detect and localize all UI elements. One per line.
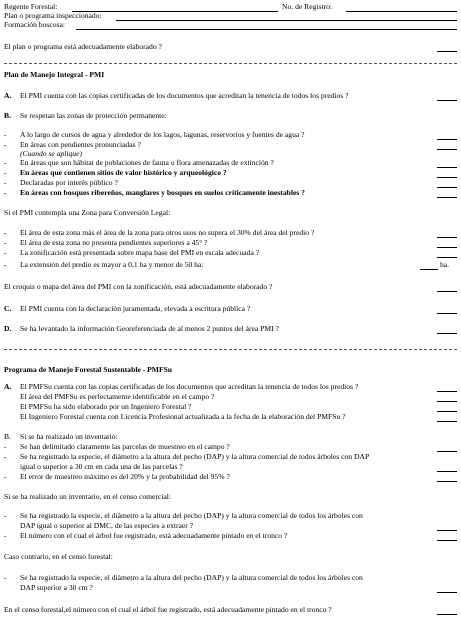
- answer-field[interactable]: [437, 313, 457, 314]
- answer-field[interactable]: [437, 401, 457, 402]
- pmfsu-final-question: En el censo forestal,el número con el cual el árbol fue registrado, está adecuadamente pintado en el tronco ?: [4, 605, 332, 614]
- answer-field[interactable]: [437, 614, 457, 615]
- bullet: -: [4, 188, 7, 197]
- bullet: -: [4, 238, 7, 247]
- bullet: -: [4, 260, 7, 269]
- bullet: -: [4, 168, 7, 177]
- bullet: -: [4, 472, 7, 481]
- answer-field[interactable]: [437, 471, 457, 472]
- pmi-zona-item: El área de esta zona no presenta pendientes superiores a 45° ?: [20, 238, 208, 247]
- pmfsu-b-item: Se han delimitado claramente las parcelas de muestreo en el campo ?: [20, 442, 230, 451]
- pmi-b-item: En áreas con pendientes pronunciadas ?: [20, 140, 141, 149]
- intro-question: El plan o programa está adecuadamente elaborado ?: [4, 42, 162, 51]
- answer-field[interactable]: [437, 177, 457, 178]
- pmfsu-censo-item: Se ha registrado la especie, el diámetro a la altura del pecho (DAP) y la altura comercial de todos los árboles con: [20, 511, 363, 520]
- answer-field[interactable]: [437, 481, 457, 482]
- answer-field[interactable]: [437, 247, 457, 248]
- answer-field[interactable]: [437, 100, 457, 101]
- answer-field[interactable]: [437, 530, 457, 531]
- pmi-b-item: En áreas con bosques ribereños, manglares y bosques en suelos críticamente inestables ?: [20, 188, 305, 197]
- pmi-b-note: (Cuando se aplique): [20, 149, 83, 158]
- bullet: -: [4, 452, 7, 461]
- pmfsu-censo-item: El número con el cual el árbol fue registrado, está adecuadamente pintado en el tronco ?: [20, 531, 288, 540]
- header-formacion: [4, 21, 65, 30]
- pmi-b-text: Se respetan las zonas de protección permanente:: [20, 111, 167, 120]
- answer-field[interactable]: [437, 421, 457, 422]
- pmi-d-text: Se ha levantado la información Georeferenciada de al menos 2 puntos del área PMI ?: [20, 324, 279, 333]
- regente-label: Regente Forestal:: [4, 2, 58, 11]
- pmfsu-caso-item: Se ha registrado la especie, el diámetro a la altura del pecho (DAP) y la altura comercial de todos los árboles con: [20, 573, 363, 582]
- pmi-b-item: A lo largo de cursos de agua y alrededor de los lagos, lagunas, reservorios y fuentes de agua ?: [20, 130, 305, 139]
- plan-label: Plan o programa inspeccionado:: [4, 11, 102, 20]
- bullet: -: [4, 130, 7, 139]
- pmfsu-a-letter: A.: [4, 382, 12, 391]
- answer-field[interactable]: [437, 187, 457, 188]
- pmfsu-censo-intro: Si se ha realizado un inventario, en el censo comercial:: [4, 492, 171, 501]
- bullet: -: [4, 178, 7, 187]
- answer-field[interactable]: [437, 411, 457, 412]
- pmfsu-caso-item-cont: DAP superior a 30 cm ?: [20, 583, 93, 592]
- answer-field[interactable]: [437, 391, 457, 392]
- answer-field[interactable]: [437, 540, 457, 541]
- pmfsu-b-item-cont: igual o superior a 30 cm en cada una de las parcelas ?: [20, 462, 183, 471]
- formacion-field[interactable]: [76, 29, 457, 30]
- bullet: -: [4, 248, 7, 257]
- bullet: -: [4, 442, 7, 451]
- pmi-zona-item: La extensión del predio es mayor a 0,1 ha y menor de 50 ha:: [20, 260, 204, 269]
- bullet: -: [4, 228, 7, 237]
- pmi-zona-item: El área de esta zona más el área de la zona para otros usos no supera el 30% del área del predio ?: [20, 228, 315, 237]
- answer-field[interactable]: [437, 257, 457, 258]
- pmi-b-item: En áreas que contienen sitios de valor histórico y arqueológico ?: [20, 168, 227, 177]
- answer-field[interactable]: [437, 197, 457, 198]
- formacion-label: Formación boscosa:: [4, 20, 65, 29]
- pmi-a-text: El PMI cuenta con las copias certificadas de los documentos que acreditan la tenencia de todos los predios ?: [20, 91, 349, 100]
- pmi-zona-item: La zonificación está presentada sobre mapa base del PMI en escala adecuada ?: [20, 248, 260, 257]
- hectares-field[interactable]: [420, 269, 438, 270]
- answer-field[interactable]: [437, 237, 457, 238]
- answer-field[interactable]: [437, 149, 457, 150]
- pmfsu-a-line: El Ingeniero Forestal cuenta con Licencia Profesional actualizada a la fecha de la elaboración del PMFSu ?: [20, 412, 346, 421]
- answer-field[interactable]: [437, 592, 457, 593]
- pmi-title: Plan de Manejo Integral - PMI: [4, 70, 105, 79]
- pmi-b-letter: B.: [4, 111, 11, 120]
- pmfsu-censo-item-cont: DAP igual o superior al DMC, de las especies a extraer ?: [20, 521, 194, 530]
- answer-field[interactable]: [437, 167, 457, 168]
- answer-field[interactable]: [437, 333, 457, 334]
- pmi-croquis: El croquis o mapa del área del PMI con la zonificación, está adecuadamente elaborado ?: [4, 282, 273, 291]
- answer-field[interactable]: [437, 51, 457, 52]
- plan-field[interactable]: [116, 20, 457, 21]
- pmfsu-b-text: Si se ha realizado un inventario:: [20, 432, 118, 441]
- bullet: -: [4, 531, 7, 540]
- pmfsu-caso-intro: Caso contrario, en el censo forestal:: [4, 552, 113, 561]
- section-divider: [4, 349, 457, 350]
- pmi-d-letter: D.: [4, 324, 12, 333]
- bullet: -: [4, 158, 7, 167]
- answer-field[interactable]: [437, 291, 457, 292]
- pmfsu-a-line: El PMFSu ha sido elaborado por un Ingeniero Forestal ?: [20, 402, 192, 411]
- bullet: -: [4, 511, 7, 520]
- registro-label: No. de Registro:: [282, 2, 332, 11]
- pmfsu-title: Programa de Manejo Forestal Sustentable - PMFSu: [4, 365, 173, 374]
- pmi-a-letter: A.: [4, 91, 12, 100]
- pmfsu-b-item: El error de muestreo máximo es del 20% y la probabilidad del 95% ?: [20, 472, 230, 481]
- answer-field[interactable]: [437, 451, 457, 452]
- pmi-zona-intro: Si el PMI contempla una Zona para Conversión Legal:: [4, 208, 171, 217]
- pmfsu-a-line: El PMFSu cuenta con las copias certificadas de los documentos que acreditan la tenencia de todos los predios ?: [20, 382, 359, 391]
- bullet: -: [4, 140, 7, 149]
- section-divider: [4, 63, 457, 64]
- pmfsu-b-letter: B.: [4, 432, 11, 441]
- regente-field[interactable]: [72, 11, 278, 12]
- bullet: -: [4, 573, 7, 582]
- registro-field[interactable]: [346, 11, 457, 12]
- pmfsu-a-line: El área del PMFSu es perfectamente identificable en el campo ?: [20, 392, 215, 401]
- pmi-b-item: Declaradas por interés público ?: [20, 178, 118, 187]
- pmi-b-item: En áreas que son hábitat de poblaciones de fauna o flora amenazadas de extinción ?: [20, 158, 274, 167]
- pmfsu-b-item: Se ha registrado la especie, el diámetro a la altura del pecho (DAP) y la altura comercial de todos árboles con DAP: [20, 452, 370, 461]
- pmi-c-letter: C.: [4, 304, 12, 313]
- hectares-unit: ha.: [440, 260, 450, 269]
- pmi-c-text: El PMI cuenta con la declaración juramentada, elevada a escritura pública ?: [20, 304, 251, 313]
- answer-field[interactable]: [437, 139, 457, 140]
- header-registro: [282, 3, 332, 12]
